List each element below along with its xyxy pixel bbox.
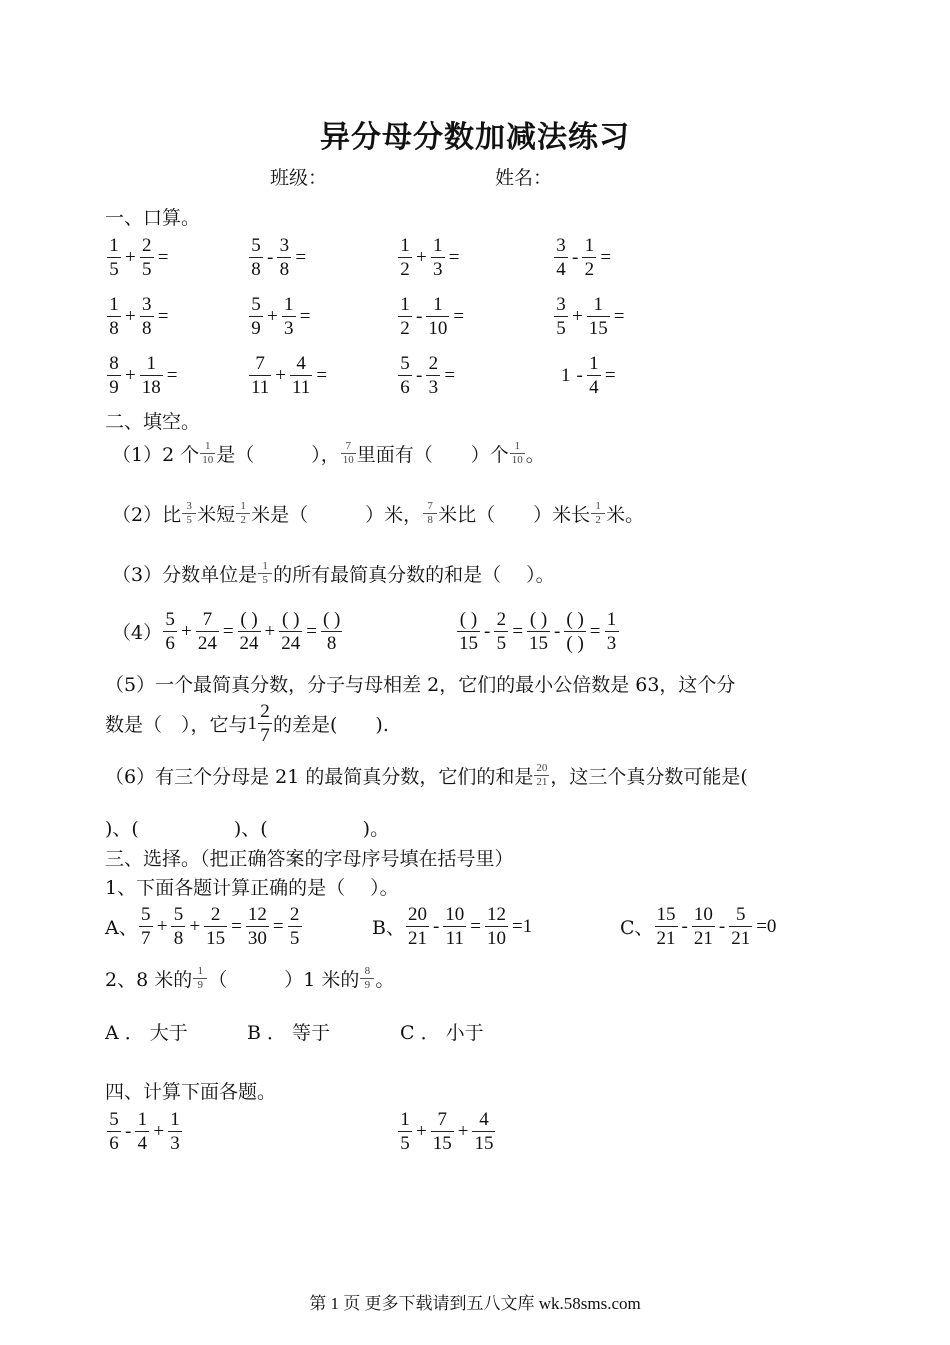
oral-calc-item (553, 236, 614, 279)
choice-q1-option-a (105, 905, 303, 948)
choice-q1-option-c (620, 905, 779, 948)
equals: = (299, 305, 311, 327)
option-label: A、 (105, 917, 138, 939)
fraction: $\frac{10}{21}$ (693, 904, 713, 949)
operator: + (572, 305, 583, 327)
operator: - (576, 364, 583, 386)
fraction: $\frac{5}{6}$ (163, 610, 177, 653)
fraction: $\frac{1}{10}$ (511, 440, 523, 466)
blank-fraction: $\frac{( )}{15}$ (459, 609, 478, 654)
fill-q2-text: 米短 (197, 504, 236, 526)
fill-q3-blank: 的所有最简真分数的和是（ ）。 (273, 564, 555, 586)
fill-q2-end: 米。 (606, 504, 645, 526)
operator: + (416, 1120, 427, 1142)
fraction: $\frac{20}{21}$ (407, 904, 427, 949)
equals: = (222, 620, 234, 642)
fraction: $\frac{5}{8}$ (171, 905, 185, 948)
operator: - (681, 915, 688, 937)
fill-q6-line1 (105, 762, 748, 789)
operator: + (125, 364, 136, 386)
whole-number: 1 (561, 364, 571, 386)
oral-calc-item (397, 295, 467, 338)
fraction: $\frac{1}{3}$ (282, 295, 296, 338)
oral-calc-item (106, 295, 171, 338)
fraction: $\frac{1}{3}$ (431, 236, 445, 279)
fraction: $\frac{7}{15}$ (432, 1109, 452, 1154)
option-label: C、 (620, 917, 654, 939)
choice-q2-blank: （ ）1 米的 (208, 969, 360, 991)
choice-q1-option-b (372, 905, 535, 948)
operator: - (484, 620, 491, 642)
fraction: $\frac{7}{8}$ (423, 501, 437, 526)
choice-option-a: A ． 大于 (105, 1022, 188, 1044)
oral-calc-item (248, 295, 313, 338)
fraction: $\frac{7}{10}$ (342, 440, 354, 466)
period: 。 (525, 444, 545, 466)
fill-q5-text: 数是（ ），它与 (105, 714, 248, 736)
oral-calc-item (553, 295, 627, 338)
fill-q6-text: ，这三个真分数可能是( (550, 766, 748, 788)
operator: + (125, 305, 136, 327)
oral-calc-item (106, 236, 171, 279)
equals: = (613, 305, 625, 327)
fraction: $\frac{1}{5}$ (107, 236, 121, 279)
fraction: $\frac{7}{24}$ (197, 609, 217, 654)
mixed-number-whole: 1 (247, 712, 258, 734)
period: 。 (375, 969, 395, 991)
fraction: $\frac{1}{10}$ (202, 440, 214, 466)
fill-q2 (112, 500, 644, 527)
operator: - (718, 915, 726, 937)
fraction: $\frac{8}{9}$ (360, 966, 374, 991)
blank-fraction: $\frac{( )}{15}$ (529, 609, 549, 654)
operator: - (416, 305, 423, 327)
fraction: $\frac{1}{2}$ (398, 236, 412, 279)
fill-q1-text: （1）2 个 (112, 444, 200, 466)
fraction: $\frac{1}{9}$ (193, 966, 207, 991)
page-title: 异分母分数加减法练习 (320, 120, 630, 155)
fill-q2-blank1: 米是（ ）米， (251, 504, 423, 526)
operator: + (156, 915, 168, 937)
fill-q5-line1: （5）一个最简真分数，分子与母相差 2，它们的最小公倍数是 63，这个分 (105, 674, 736, 696)
section-1-heading: 一、口算。 (105, 207, 201, 229)
equals: = (512, 620, 524, 642)
fill-q4-right (456, 610, 620, 653)
fraction: $\frac{3}{4}$ (554, 236, 568, 279)
fill-q1-blank1: 是（ ）， (216, 444, 340, 466)
equals: = (470, 915, 482, 937)
choice-option-b: B ． 等于 (247, 1022, 331, 1044)
fraction: $\frac{1}{2}$ (398, 295, 412, 338)
operator: + (457, 1120, 469, 1142)
fraction: $\frac{5}{7}$ (139, 905, 153, 948)
operator: + (153, 1120, 165, 1142)
fraction: $\frac{7}{11}$ (251, 353, 270, 398)
fraction: $\frac{3}{5}$ (182, 501, 196, 526)
choice-q2 (105, 965, 394, 992)
fill-q2-blank2: 米比（ ）米长 (438, 504, 591, 526)
fraction: $\frac{2}{5}$ (494, 610, 508, 653)
oral-calc-item (248, 354, 330, 397)
operator: + (416, 246, 427, 268)
blank-fraction: $\frac{( )}{24}$ (239, 609, 259, 654)
equals: = (272, 915, 284, 937)
fraction: $\frac{3}{8}$ (140, 295, 154, 338)
fraction: $\frac{4}{15}$ (474, 1109, 494, 1154)
section-3-heading: 三、选择。（把正确答案的字母序号填在括号里） (105, 848, 514, 870)
operator: - (416, 364, 423, 386)
fraction: $\frac{1}{2}$ (582, 236, 596, 279)
fraction: $\frac{2}{5}$ (288, 905, 302, 948)
fill-q4-label: （4） (112, 622, 163, 644)
blank-fraction: $\frac{( )}{( )}$ (566, 609, 584, 654)
equals: = (157, 305, 169, 327)
fraction: $\frac{15}{21}$ (656, 904, 676, 949)
blank-fraction: $\frac{( )}{24}$ (281, 609, 301, 654)
fraction: $\frac{1}{3}$ (168, 1110, 182, 1153)
choice-q1: 1、下面各题计算正确的是（ ）。 (105, 877, 399, 899)
fraction: $\frac{12}{30}$ (247, 904, 267, 949)
equals: = (166, 364, 178, 386)
fraction: $\frac{5}{9}$ (249, 295, 263, 338)
equals: = (444, 364, 456, 386)
operator: + (189, 915, 201, 937)
operator: + (264, 620, 276, 642)
equals: = (316, 364, 328, 386)
option-label: B、 (372, 917, 405, 939)
fraction: $\frac{1}{2}$ (591, 501, 605, 526)
equals: = (604, 364, 616, 386)
equals: = (453, 305, 465, 327)
fraction: $\frac{2}{5}$ (140, 236, 154, 279)
fraction: $\frac{1}{5}$ (258, 561, 272, 586)
equals: = (448, 246, 460, 268)
page-footer: 第 1 页 更多下载请到五八文库 wk.58sms.com (309, 1294, 641, 1313)
equals: = (589, 620, 601, 642)
fraction: $\frac{1}{2}$ (236, 501, 250, 526)
fraction: $\frac{1}{4}$ (135, 1110, 149, 1153)
operator: - (572, 246, 579, 268)
fraction: $\frac{2}{7}$ (258, 702, 272, 745)
fraction: $\frac{12}{10}$ (487, 904, 507, 949)
fill-q6-text: （6）有三个分母是 21 的最简真分数，它们的和是 (105, 766, 534, 788)
result: =0 (756, 915, 777, 937)
blank-fraction: $\frac{( )}{8}$ (322, 609, 341, 654)
fraction: $\frac{5}{6}$ (398, 354, 412, 397)
equals: = (157, 246, 169, 268)
fill-q5-line2 (105, 702, 389, 745)
fill-q1 (112, 440, 545, 467)
operator: - (267, 246, 274, 268)
fraction: $\frac{8}{9}$ (107, 354, 121, 397)
section-2-heading: 二、填空。 (105, 411, 201, 433)
fill-q1-blank2: 里面有（ ）个 (356, 444, 509, 466)
fill-q3 (112, 560, 555, 587)
fraction: $\frac{3}{8}$ (277, 236, 291, 279)
equals: = (295, 246, 307, 268)
fill-q3-text: （3）分数单位是 (112, 564, 258, 586)
oral-calc-item (397, 354, 458, 397)
class-label: 班级： (270, 167, 328, 189)
fraction: $\frac{3}{5}$ (554, 295, 568, 338)
fraction: $\frac{20}{21}$ (536, 762, 548, 788)
operator: + (125, 246, 136, 268)
operator: + (267, 305, 278, 327)
choice-q2-text: 2、8 米的 (105, 969, 193, 991)
oral-calc-item (397, 236, 462, 279)
fraction: $\frac{5}{8}$ (249, 236, 263, 279)
calc-expression-1 (106, 1110, 183, 1153)
operator: + (181, 620, 192, 642)
fill-q4-left (112, 610, 343, 653)
section-4-heading: 四、计算下面各题。 (105, 1081, 277, 1103)
fraction: $\frac{2}{15}$ (206, 904, 226, 949)
oral-calc-item (106, 354, 180, 397)
fraction: $\frac{1}{18}$ (141, 353, 161, 398)
fraction: $\frac{5}{6}$ (107, 1110, 121, 1153)
operator: + (275, 364, 287, 386)
equals: = (231, 915, 242, 937)
equals: = (306, 620, 317, 642)
fraction: $\frac{1}{4}$ (587, 354, 601, 397)
fill-q2-text: （2）比 (112, 504, 182, 526)
result: =1 (512, 915, 533, 937)
operator: - (125, 1120, 132, 1142)
fraction: $\frac{1}{15}$ (588, 294, 608, 339)
fraction: $\frac{4}{11}$ (292, 353, 311, 398)
oral-calc-item (553, 354, 619, 397)
oral-calc-item (248, 236, 309, 279)
operator: - (554, 620, 561, 642)
fraction: $\frac{1}{5}$ (398, 1110, 412, 1153)
operator: - (432, 915, 440, 937)
fraction: $\frac{1}{3}$ (605, 610, 619, 653)
fraction: $\frac{5}{21}$ (731, 904, 751, 949)
fill-q6-line2: )、( )、( )。 (105, 818, 390, 840)
equals: = (600, 246, 612, 268)
name-label: 姓名： (495, 167, 553, 189)
fraction: $\frac{1}{8}$ (107, 295, 121, 338)
fraction: $\frac{10}{11}$ (445, 904, 465, 949)
fraction: $\frac{2}{3}$ (426, 354, 440, 397)
choice-option-c: C ． 小于 (400, 1022, 484, 1044)
fill-q5-text: 的差是( ). (273, 714, 389, 736)
calc-expression-2 (397, 1110, 496, 1153)
fraction: $\frac{1}{10}$ (428, 294, 448, 339)
